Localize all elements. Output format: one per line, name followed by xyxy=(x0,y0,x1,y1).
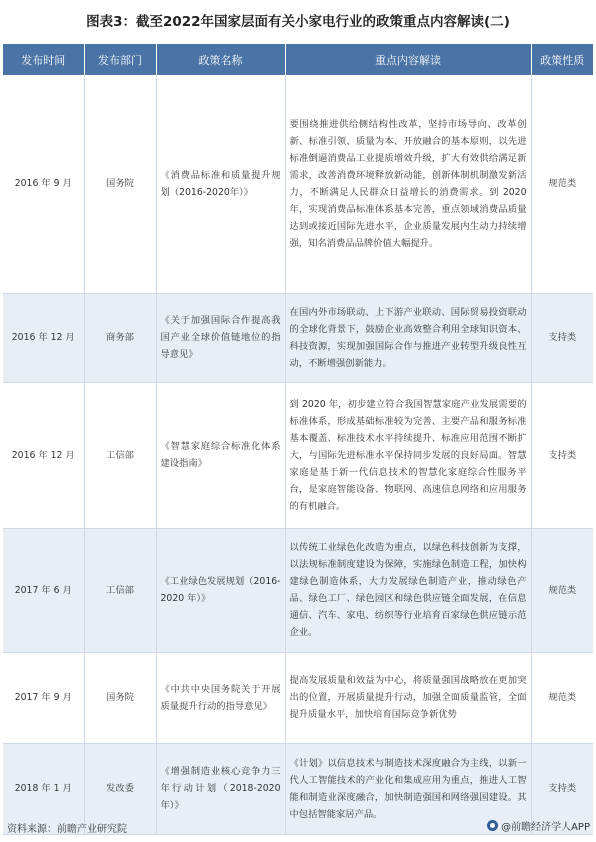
header-dept: 发布部门 xyxy=(84,44,156,75)
row-content: 要围绕推进供给侧结构性改革，坚持市场导向、改革创新、标准引领、质量为本、开放融合的基本原则，以先进标准倒逼消费品工业提质增效升级，扩大有效供给满足新需求，改善消费环境释放新动能，创新体制机制激发新活力，不断满足人民群众日益增长的消费需求。到 2020 年，实现消费品标准体系基本完善，重点领域消费品质量达到或接近国际先进水平，企业质量发展内生动力持续增强，知名消费品品牌价值大幅提升。 xyxy=(285,75,531,293)
row-content: 以传统工业绿色化改造为重点，以绿色科技创新为支撑，以法规标准制度建设为保障，实施绿色制造工程，加快构建绿色制造体系，大力发展绿色制造产业，推动绿色产品、绿色工厂、绿色园区和绿色供应链全面发展，在信息通信、汽车、家电、纺织等行业培育百家绿色供应链示范企业。 xyxy=(285,528,531,652)
row-content: 到 2020 年，初步建立符合我国智慧家庭产业发展需要的标准体系，形成基础标准较为完善、主要产品和服务标准基本覆盖、标准技术水平持续提升、标准应用范围不断扩大，与国际先进标准水平保持同步发展的良好局面。智慧家庭是基于新一代信息技术的智慧化家庭综合性服务平台，是家庭智能设备、物联网、高速信息网络和应用服务的有机融合。 xyxy=(285,382,531,528)
row-date: 2018 年 1 月 xyxy=(3,743,84,834)
row-dept: 国务院 xyxy=(84,652,156,743)
row-date: 2016 年 9 月 xyxy=(3,75,84,293)
row-policy-name: 《消费品标准和质量提升规划（2016-2020年）》 xyxy=(156,75,285,293)
row-policy-name: 《增强制造业核心竞争力三年行动计划（2018-2020 年）》 xyxy=(156,743,285,834)
qianzhan-logo-icon xyxy=(487,820,498,831)
brand-credit xyxy=(487,818,590,833)
row-type: 支持类 xyxy=(531,743,593,834)
source-note: 资料来源：前瞻产业研究院 xyxy=(7,824,127,835)
table-row xyxy=(3,528,593,652)
row-policy-name: 《工业绿色发展规划（2016-2020 年）》 xyxy=(156,528,285,652)
header-name: 政策名称 xyxy=(156,44,285,75)
row-date: 2016 年 12 月 xyxy=(3,293,84,382)
row-content: 《计划》以信息技术与制造技术深度融合为主线，以新一代人工智能技术的产业化和集成应用为重点，推进人工智能和制造业深度融合，加快制造强国和网络强国建设。其中包括智能家居产品。 xyxy=(285,743,531,834)
row-dept: 商务部 xyxy=(84,293,156,382)
row-policy-name: 《智慧家庭综合标准化体系建设指南》 xyxy=(156,382,285,528)
row-policy-name: 《中共中央国务院关于开展质量提升行动的指导意见》 xyxy=(156,652,285,743)
row-type: 支持类 xyxy=(531,293,593,382)
row-type: 支持类 xyxy=(531,382,593,528)
table-row xyxy=(3,382,593,528)
row-content: 在国内外市场联动、上下游产业联动、国际贸易投资联动的全球化背景下，鼓励企业高效整合利用全球知识资本、科技资源，实现加强国际合作与推进产业转型升级良性互动，不断增强创新能力。 xyxy=(285,293,531,382)
table-row xyxy=(3,75,593,293)
chart-title: 图表3：截至2022年国家层面有关小家电行业的政策重点内容解读(二) xyxy=(86,14,510,30)
row-content: 提高发展质量和效益为中心，将质量强国战略放在更加突出的位置，开展质量提升行动，加强全面质量监管，全面提升质量水平，加快培育国际竞争新优势 xyxy=(285,652,531,743)
row-type: 规范类 xyxy=(531,652,593,743)
row-type: 规范类 xyxy=(531,75,593,293)
row-date: 2017 年 9 月 xyxy=(3,652,84,743)
row-dept: 国务院 xyxy=(84,75,156,293)
brand-label: @前瞻经济学人APP xyxy=(501,822,590,833)
row-policy-name: 《关于加强国际合作提高我国产业全球价值链地位的指导意见》 xyxy=(156,293,285,382)
policy-table xyxy=(3,44,593,835)
table-row xyxy=(3,293,593,382)
row-dept: 工信部 xyxy=(84,528,156,652)
table-header-row xyxy=(3,44,593,75)
row-dept: 发改委 xyxy=(84,743,156,834)
header-date: 发布时间 xyxy=(3,44,84,75)
row-date: 2017 年 6 月 xyxy=(3,528,84,652)
header-type: 政策性质 xyxy=(531,44,593,75)
row-type: 规范类 xyxy=(531,528,593,652)
row-date: 2016 年 12 月 xyxy=(3,382,84,528)
header-content: 重点内容解读 xyxy=(285,44,531,75)
row-dept: 工信部 xyxy=(84,382,156,528)
table-row xyxy=(3,652,593,743)
